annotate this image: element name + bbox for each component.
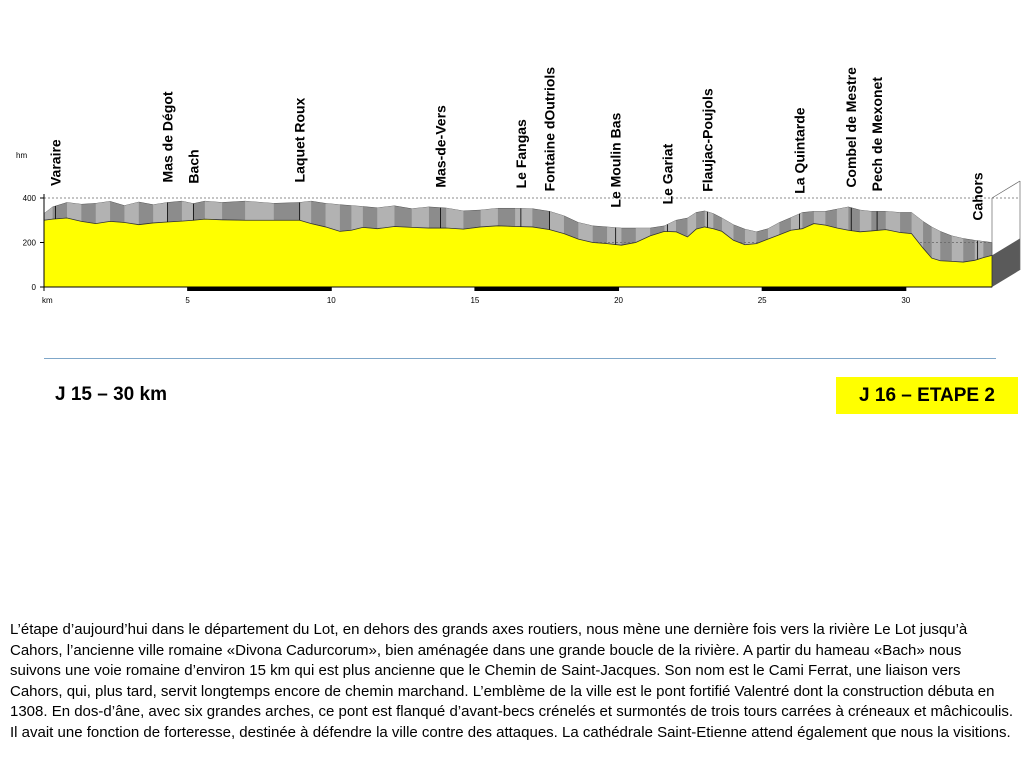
- relief-facet: [860, 210, 871, 232]
- relief-facet: [814, 211, 825, 225]
- place-label: La Quintarde: [791, 107, 808, 194]
- x-tick-label: 10: [326, 296, 336, 305]
- place-label: Flaujac-Poujols: [699, 88, 716, 192]
- stage-title: J 15 – 30 km: [55, 384, 167, 405]
- place-label: Le Gariat: [659, 143, 676, 205]
- relief-facet: [245, 201, 274, 220]
- relief-facet: [665, 220, 676, 232]
- x-tick-label: 30: [901, 296, 911, 305]
- distance-scale-bar: [188, 287, 332, 291]
- place-label: Bach: [185, 149, 202, 184]
- relief-facet: [886, 211, 900, 232]
- relief-facet: [326, 203, 340, 231]
- place-label: Cahors: [969, 172, 986, 221]
- place-label: Le Fangas: [512, 119, 529, 189]
- y-axis-unit-label: hm: [16, 151, 28, 160]
- relief-facet: [412, 207, 429, 228]
- y-tick-label: 400: [22, 194, 36, 203]
- distance-scale-bar: [762, 287, 906, 291]
- relief-facet: [791, 212, 802, 230]
- y-tick-label: 0: [31, 283, 36, 292]
- x-tick-label: km: [42, 296, 53, 305]
- relief-facet: [446, 208, 463, 229]
- place-label: Pech de Mexonet: [869, 76, 886, 192]
- relief-facet: [96, 201, 110, 223]
- relief-facet: [205, 201, 222, 220]
- y-tick-label: 200: [22, 238, 36, 248]
- relief-facet: [975, 240, 984, 260]
- section-divider: [44, 358, 996, 359]
- place-label: Le Moulin Bas: [607, 112, 624, 208]
- elevation-profile-chart: [0, 0, 1024, 340]
- relief-facet: [705, 211, 714, 229]
- relief-facet: [515, 208, 532, 227]
- place-label: Mas de Dégot: [159, 91, 176, 183]
- distance-scale-bar: [475, 287, 619, 291]
- relief-facet: [932, 227, 941, 261]
- place-label: Mas-de-Vers: [432, 105, 449, 188]
- relief-facet: [745, 229, 756, 245]
- x-tick-label: 20: [614, 296, 623, 305]
- place-label: Combel de Mestre: [843, 67, 860, 188]
- relief-facet: [377, 206, 394, 229]
- stage-description: L’étape d’aujourd’hui dans le département du Lot, en dehors des grands axes routiers, nous mène une dernière fois vers la rivière Le Lot jusqu’à Cahors, l’ancienne ville romaine «Divona Cadurcorum», bien aménagée dans une grande boucle de la rivière. A partir du hameau «Bach» nous suivons une voie romaine d’environ 15 km qui est plus ancienne que le Chemin de Saint-Jacques. Son nom est le Cami Ferrat, une liaison vers Cahors, qui, plus tard, servit longtemps encore de chemin marchand. L’emblème de la ville est le pont fortifié Valentré dont la construction débuta en 1308. En dos-d’âne, avec six grandes arches, ce pont est flanqué d’avant-becs crénelés et surmontés de trois tours carrées à créneaux et mâchicoulis. Il avait une fonction de forteresse, destinée à défendre la ville contre des attaques. La cathédrale Saint-Etienne attend également que nous la visitions.: [10, 621, 1014, 741]
- relief-facet: [124, 202, 138, 225]
- relief-facet: [153, 202, 167, 222]
- relief-facet: [44, 207, 53, 220]
- x-tick-label: 25: [757, 296, 767, 305]
- etape-badge: J 16 – ETAPE 2: [836, 377, 1018, 414]
- relief-facet: [837, 207, 848, 230]
- x-tick-label: 15: [470, 296, 480, 305]
- relief-facet: [300, 201, 311, 223]
- relief-facet: [182, 201, 193, 221]
- relief-facet: [351, 206, 362, 231]
- frame-corner-line: [992, 181, 1020, 198]
- place-label: Laquet Roux: [291, 97, 308, 183]
- relief-facet: [952, 236, 963, 262]
- x-tick-label: 5: [185, 296, 190, 305]
- relief-facet: [481, 208, 498, 227]
- place-label: Varaire: [47, 139, 64, 187]
- place-label: Fontaine dOutriols: [541, 66, 558, 192]
- profile-right-face: [992, 238, 1020, 287]
